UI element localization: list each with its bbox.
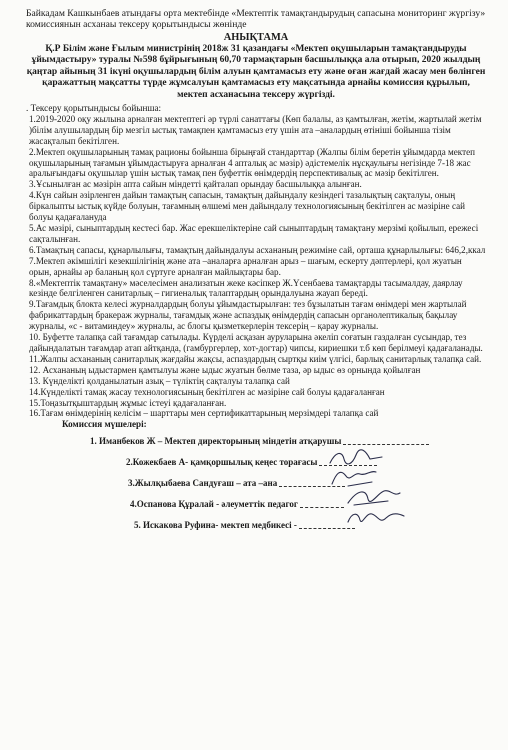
finding-item: 15.Тоңазытқыштардың жұмыс істеуі қадағаланған.: [29, 397, 227, 408]
finding-item: 9.Тағамдық блокта келесі журналдардың болуы ұйымдастырылған: тез бұзылатын тағам өнімдері мен жартылай фабрикаттардың бракераж журналы, тағамдық және аспаздық өнімдердің сапасын органолептикалық бақылау журналы, «с - витаминдеу» журналы, ас блогы қызметкерлерін тексерің – қарау журналы.: [29, 299, 467, 332]
commission-members: [26, 434, 486, 531]
commission-label: Комиссия мүшелері:: [62, 419, 147, 430]
document-intro: Байкадам Кашкынбаев атындағы орта мектебінде «Мектептік тамақтандырудың сапасына мониторинг жүргізу» комиссиянын асханаы тексеру қорытындысы жөнінде: [26, 8, 486, 31]
finding-item: 1.2019-2020 оқу жылына арналған мектептегі әр түрлі санаттағы (Көп балалы, аз қамтылған, жетім, жартылай жетім )білім алушылардың бір мезгіл ыстық тамақпен қамтамасыз ету үшін ата –аналардың өтініші бойынша тізім жасақталып бекітілген.: [29, 113, 482, 146]
finding-item: 8.«Мектептік тамақтану» мәселесімен анализатын жеке кәсіпкер Ж.Үсенбаева тамақтарды тасымалдау, даярлау кезінде белгіленген санитарлық – гигиеналық талаптардың орындалуына жауап береді.: [29, 277, 463, 299]
member-row: [26, 510, 486, 531]
finding-item: 10. Буфетте талапқа сай тағамдар сатылады. Күрделі асқазан ауруларына әкеліп соғатын газдалған сусындар, тез дайындалатын тағамдар атап айтқанда, (гамбургерлер, хот-догтар) чипсы, кириешки т.б көп берілмеуі қадағаланады.: [29, 332, 483, 353]
signature-icon: [344, 506, 408, 532]
document-title: АНЫҚТАМА: [223, 32, 289, 44]
findings-list: [26, 114, 486, 419]
member-row: [26, 434, 486, 447]
finding-item: 7.Мектеп әкімшілігі кезекшілігінің және ата –аналарға арналған арыз – шағым, ескерту дәптерлері, қол жуатын орын, арнайы әр баланың қол сүртуге арналған майлықтары бар.: [29, 255, 462, 277]
member-row: [26, 447, 486, 468]
member-name: 1. Иманбеков Ж – Мектеп директорының міндетін атқарушы: [90, 436, 342, 447]
member-row: [26, 468, 486, 489]
finding-item: 4.Күн сайын әзірленген дайын тамақтың сапасын, тамақтың дайындалу кезіндегі тазалықтың сақталуы, оның біркалыпты ыстық күйде болуын, тағамның өлшемі мен дайындалу технологиясының бекітілген ас мәзіріне сай болуы қадағалануда: [29, 190, 466, 223]
finding-item: 14.Күнделікті тамақ жасау технологиясының бекітілген ас мәзіріне сай болуы қадағаланған: [29, 386, 385, 397]
signature-line: [343, 444, 429, 445]
document-heading: Қ.Р Білім және Ғылым министрінің 2018ж 31 қазандағы «Мектеп оқушыларын тамақтандыруды ұйымдастыру» туралы №598 бұйрығының 60,70 тармақтарын басшылыққа ала отырып, 2020 жылдың қаңтар айының 31 ікүні оқушылардың білім алуын қамтамасыз ету және оған жағдай жасау мен бөлінген қаражаттың мақсатты түрде жұмсалуын қамтамасыз ету мақсатында арнайы комиссия құрылып, мектеп асханасына тексеру жүргізді.: [26, 43, 486, 100]
finding-item: 2.Мектеп оқушыларының тамақ рационы бойынша бірыңғай стандарттар (Жалпы білім беретін ұйымдарда мектеп оқушыларының тағамын ұйымдастыруға арналған 4 апталық ас мәзір) әдістемелік нұсқаулығы негізінде 7-18 жас аралығындағы оқушылар үшін ыстық тамақ пен буфеттік өнімдердің перспективалық ас мәзір бекітілген.: [29, 146, 475, 179]
finding-item: 12. Асхананың ыдыстармен қамтылуы және ыдыс жуатын бөлме таза, әр ыдыс өз орнында қойылған: [29, 364, 421, 375]
finding-item: 16.Тағам өнімдерінің келісім – шарттары мен сертификаттарының мерзімдері талапқа сай: [29, 408, 379, 419]
member-row: [26, 489, 486, 510]
member-name: 4.Оспанова Құралай - әлеуметтік педагог: [130, 499, 299, 510]
member-name: 3.Жылқыбаева Сандуғаш – ата –ана: [128, 478, 278, 489]
finding-item: 3.Ұсынылған ас мәзірін апта сайын міндетті қайталап орындау басшылыққа алынған.: [29, 179, 362, 190]
finding-item: 11.Жалпы асхананың санитарлық жағдайы жақсы, аспаздардың сыртқы киім үлгісі, барлық санитарлық талапқа сай.: [29, 353, 482, 364]
findings-subtitle: . Тексеру қорытындысы бойынша:: [26, 102, 162, 113]
member-name: 5. Искакова Руфина- мектеп медбикесі -: [134, 520, 297, 531]
signature-line: [300, 507, 344, 508]
finding-item: 13. Күнделікті қолданылатын азық – түліктің сақталуы талапқа сай: [29, 375, 290, 386]
finding-item: 6.Тамақтың сапасы, құнарлылығы, тамақтың дайындалуы асхананың режиміне сай, орташа құнарлылығы: 646,2,ккал: [29, 244, 486, 255]
finding-item: 5.Ас мәзірі, сыныптардың кестесі бар. Жас ерекшеліктеріне сай сыныптардың тамақтану мерзімі қойылып, ережесі сақталынған.: [29, 223, 479, 244]
member-name: 2.Кожекбаев А- қамқоршылық кеңес торағасы: [126, 457, 318, 468]
